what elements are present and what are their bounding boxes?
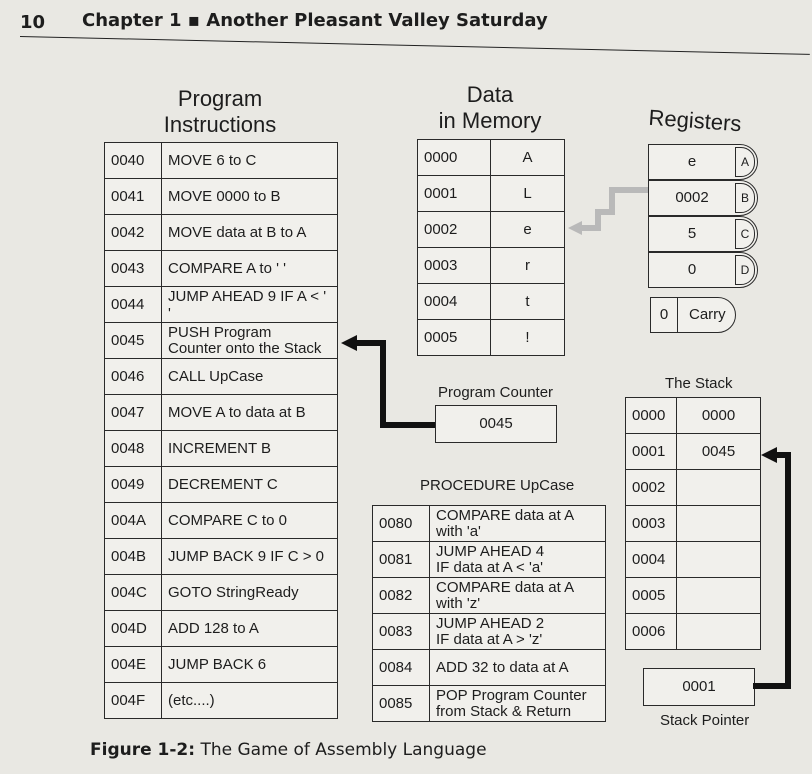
- program-counter-value: 0045: [435, 405, 557, 443]
- address-cell: 004D: [105, 611, 162, 647]
- address-cell: 0080: [373, 506, 430, 542]
- content-cell: t: [491, 284, 565, 320]
- figure-caption: [90, 740, 487, 760]
- program-counter-label: Program Counter: [438, 384, 554, 401]
- address-cell: 0003: [626, 506, 677, 542]
- content-cell: MOVE 6 to C: [162, 143, 338, 179]
- address-cell: 004B: [105, 539, 162, 575]
- content-cell: GOTO StringReady: [162, 575, 338, 611]
- stack-pointer-arrow: [753, 455, 788, 686]
- content-cell: L: [491, 176, 565, 212]
- content-cell: PUSH Program Counter onto the Stack: [162, 323, 338, 359]
- content-cell: 0000: [677, 398, 761, 434]
- content-cell: (etc....): [162, 683, 338, 719]
- address-cell: 0082: [373, 578, 430, 614]
- content-cell: !: [491, 320, 565, 356]
- address-cell: 0041: [105, 179, 162, 215]
- register-pointer-arrow: [580, 190, 648, 228]
- register-id: D: [735, 255, 755, 285]
- content-cell: JUMP BACK 6: [162, 647, 338, 683]
- address-cell: 0083: [373, 614, 430, 650]
- content-cell: ADD 32 to data at A: [430, 650, 606, 686]
- register-id: A: [735, 147, 755, 177]
- address-cell: 0005: [418, 320, 491, 356]
- address-cell: 0048: [105, 431, 162, 467]
- address-cell: 0084: [373, 650, 430, 686]
- content-cell: r: [491, 248, 565, 284]
- carry-value: 0: [651, 298, 678, 332]
- address-cell: 0000: [626, 398, 677, 434]
- page-number: 10: [20, 12, 46, 33]
- register-pointer-arrowhead: [568, 221, 582, 235]
- content-cell: JUMP AHEAD 2 IF data at A > 'z': [430, 614, 606, 650]
- content-cell: COMPARE data at A with 'z': [430, 578, 606, 614]
- content-cell: JUMP AHEAD 4 IF data at A < 'a': [430, 542, 606, 578]
- procedure-title: PROCEDURE UpCase: [420, 477, 575, 494]
- carry-label: Carry: [689, 306, 726, 323]
- register-value: 0: [687, 261, 697, 278]
- registers-title: Registers: [647, 104, 743, 137]
- address-cell: 0000: [418, 140, 491, 176]
- content-cell: JUMP BACK 9 IF C > 0: [162, 539, 338, 575]
- address-cell: 0006: [626, 614, 677, 650]
- address-cell: 0043: [105, 251, 162, 287]
- address-cell: 0047: [105, 395, 162, 431]
- address-cell: 0042: [105, 215, 162, 251]
- content-cell: COMPARE A to ' ': [162, 251, 338, 287]
- address-cell: 004A: [105, 503, 162, 539]
- register-value: 0002: [675, 189, 709, 206]
- register-value: 5: [687, 225, 697, 242]
- address-cell: 004C: [105, 575, 162, 611]
- address-cell: 0040: [105, 143, 162, 179]
- content-cell: 0045: [677, 434, 761, 470]
- content-cell: MOVE data at B to A: [162, 215, 338, 251]
- content-cell: MOVE A to data at B: [162, 395, 338, 431]
- address-cell: 0044: [105, 287, 162, 323]
- content-cell: COMPARE C to 0: [162, 503, 338, 539]
- address-cell: 0046: [105, 359, 162, 395]
- content-cell: e: [491, 212, 565, 248]
- content-cell: JUMP AHEAD 9 IF A < ' ': [162, 287, 338, 323]
- content-cell: DECREMENT C: [162, 467, 338, 503]
- content-cell: CALL UpCase: [162, 359, 338, 395]
- address-cell: 0002: [418, 212, 491, 248]
- figure-text: The Game of Assembly Language: [195, 740, 487, 760]
- content-cell: ADD 128 to A: [162, 611, 338, 647]
- figure-label: Figure 1-2:: [90, 740, 196, 760]
- address-cell: 0081: [373, 542, 430, 578]
- address-cell: 0001: [626, 434, 677, 470]
- data-in-memory-title: Data in Memory: [438, 82, 542, 133]
- program-counter-arrow: [355, 343, 435, 425]
- address-cell: 0085: [373, 686, 430, 722]
- register-value: e: [687, 153, 697, 170]
- content-cell: POP Program Counter from Stack & Return: [430, 686, 606, 722]
- content-cell: MOVE 0000 to B: [162, 179, 338, 215]
- content-cell: COMPARE data at A with 'a': [430, 506, 606, 542]
- program-counter-arrowhead: [341, 335, 357, 351]
- stack-pointer-arrowhead: [761, 447, 777, 463]
- address-cell: 0045: [105, 323, 162, 359]
- address-cell: 0004: [418, 284, 491, 320]
- address-cell: 0003: [418, 248, 491, 284]
- program-instructions-title: Program Instructions: [163, 86, 277, 137]
- register-id: C: [735, 219, 755, 249]
- address-cell: 004F: [105, 683, 162, 719]
- content-cell: INCREMENT B: [162, 431, 338, 467]
- address-cell: 004E: [105, 647, 162, 683]
- address-cell: 0001: [418, 176, 491, 212]
- content-cell: A: [491, 140, 565, 176]
- stack-pointer-value: 0001: [643, 668, 755, 706]
- address-cell: 0002: [626, 470, 677, 506]
- stack-pointer-label: Stack Pointer: [660, 712, 750, 729]
- address-cell: 0049: [105, 467, 162, 503]
- register-id: B: [735, 183, 755, 213]
- stack-title: The Stack: [665, 375, 733, 392]
- chapter-title: Chapter 1 ▪ Another Pleasant Valley Saturday: [82, 10, 548, 31]
- address-cell: 0005: [626, 578, 677, 614]
- address-cell: 0004: [626, 542, 677, 578]
